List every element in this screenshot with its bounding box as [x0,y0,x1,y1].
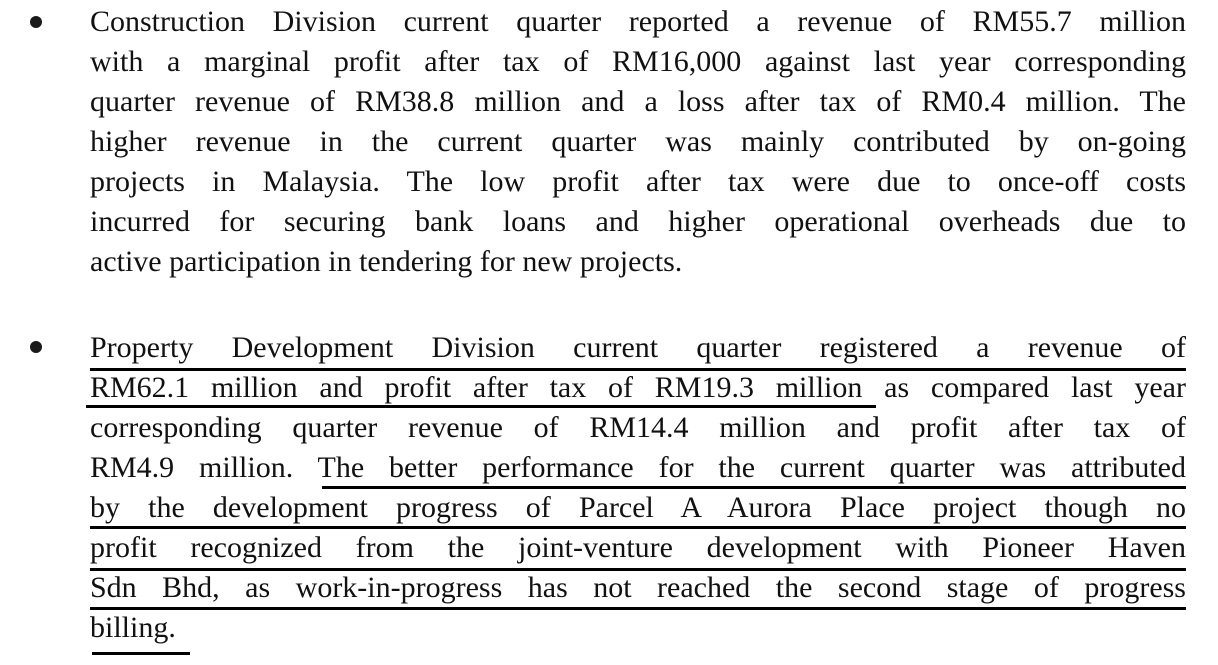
underlined-phrase: RM62.1 million and profit after tax of RM19.3 million [90,371,863,404]
bullet-point-icon [30,16,42,28]
paragraph-line-mixed [90,368,1186,408]
paragraph-line: incurred for securing bank loans and higher operational overheads due to [90,205,1186,238]
bullet-point-icon [30,341,42,353]
paragraph-line-underlined: Sdn Bhd, as work-in-progress has not reached the second stage of progress [90,571,1186,604]
paragraph-line-underlined: profit recognized from the joint-venture development with Pioneer Haven [90,531,1186,564]
paragraph-line-underlined: billing. [90,611,176,644]
paragraph-line: higher revenue in the current quarter was mainly contributed by on-going [90,125,1186,158]
paragraph-line: with a marginal profit after tax of RM16,000 against last year corresponding [90,45,1186,78]
plain-phrase: RM4.9 million. [90,451,318,484]
paragraph-line: active participation in tendering for new projects. [90,245,683,278]
underlined-phrase: The better performance for the current quarter was attributed [317,451,1186,484]
paragraph-line-underlined: Property Development Division current quarter registered a revenue of [90,331,1186,364]
underline-rule [92,652,190,655]
paragraph-line: quarter revenue of RM38.8 million and a loss after tax of RM0.4 million. The [90,85,1186,118]
paragraph-line-mixed [90,448,1186,488]
paragraph-line: corresponding quarter revenue of RM14.4 million and profit after tax of [90,411,1186,444]
paragraph-line: projects in Malaysia. The low profit after tax were due to once-off costs [90,165,1186,198]
plain-phrase: as compared last year [862,371,1186,404]
paragraph-line-underlined: by the development progress of Parcel A Aurora Place project though no [90,491,1186,524]
paragraph-line: Construction Division current quarter reported a revenue of RM55.7 million [90,5,1186,38]
